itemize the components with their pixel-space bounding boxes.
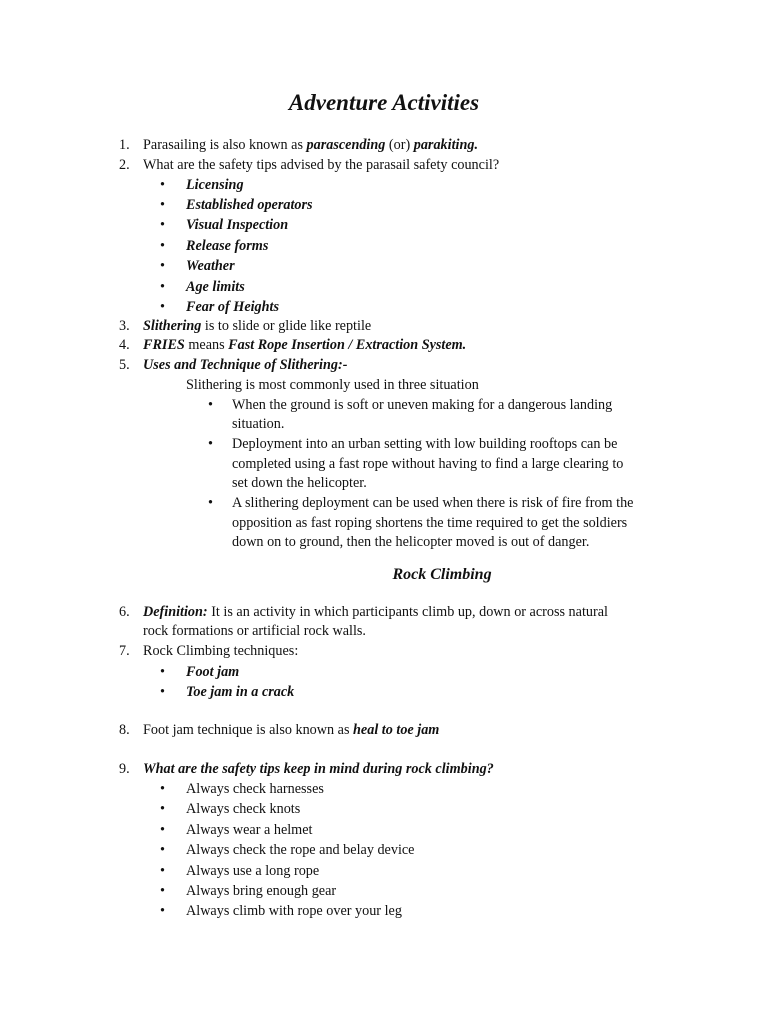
item-emphasis: heal to toe jam bbox=[353, 722, 440, 738]
item-number: 5. bbox=[119, 357, 130, 373]
bullet-icon: • bbox=[160, 258, 165, 274]
item-text: It is an activity in which participants climb up, down or across natural bbox=[207, 604, 608, 620]
item-emphasis: Slithering bbox=[143, 318, 202, 334]
item-text: Rock Climbing techniques: bbox=[143, 643, 299, 659]
bullet-icon: • bbox=[160, 883, 165, 899]
item-number: 4. bbox=[119, 337, 130, 353]
item-emphasis: Definition: bbox=[143, 604, 208, 620]
page-title: Adventure Activities bbox=[288, 90, 480, 115]
item-intro: Slithering is most commonly used in three situation bbox=[186, 377, 479, 393]
bullet-icon: • bbox=[160, 863, 165, 879]
item-number: 3. bbox=[119, 318, 130, 334]
bullet-icon: • bbox=[160, 279, 165, 295]
item-number: 2. bbox=[119, 157, 130, 173]
item-text: is to slide or glide like reptile bbox=[201, 318, 372, 334]
item-emphasis: Uses and Technique of Slithering:- bbox=[143, 357, 348, 373]
bullet-icon: • bbox=[160, 801, 165, 817]
item-text: (or) bbox=[385, 137, 414, 153]
bullet-icon: • bbox=[160, 822, 165, 838]
item-number: 9. bbox=[119, 761, 130, 777]
bullet-icon: • bbox=[160, 177, 165, 193]
bullet-icon: • bbox=[208, 436, 213, 452]
item-text: means bbox=[184, 337, 229, 353]
bullet-icon: • bbox=[160, 299, 165, 315]
bullet-icon: • bbox=[160, 842, 165, 858]
bullet-icon: • bbox=[208, 495, 213, 511]
bullet-icon: • bbox=[160, 217, 165, 233]
item-number: 8. bbox=[119, 722, 130, 738]
bullet-icon: • bbox=[208, 397, 213, 413]
item-number: 6. bbox=[119, 604, 130, 620]
bullet-icon: • bbox=[160, 197, 165, 213]
item-number: 1. bbox=[119, 137, 130, 153]
item-text: Foot jam technique is also known as bbox=[143, 722, 354, 738]
item-continuation: rock formations or artificial rock walls. bbox=[143, 623, 366, 639]
bullet-icon: • bbox=[160, 684, 165, 700]
bullet-icon: • bbox=[160, 664, 165, 680]
item-emphasis: parascending bbox=[306, 137, 386, 153]
section-heading: Rock Climbing bbox=[392, 566, 492, 583]
item-emphasis: Fast Rope Insertion / Extraction System. bbox=[228, 337, 467, 353]
bullet-icon: • bbox=[160, 238, 165, 254]
document-page: Adventure Activities 1. Parasailing is also known as parascending (or) parakiting. 2. What are the safety tips advised by the parasail safety council? • Licensing • Established operators • Visual Inspection • Release forms • Weather • Age limits • Fear of Heights 3. Slithering is to slide or glide like reptile 4. FRIES means Fast Rope Insertion / Extraction System. 5. Uses and Technique of Slithering:- Slithering is most commonly used in three situation • When the ground is soft or uneven making for a dangerous landing situation. • Deployment into an urban setting with low building rooftops can be completed using a fast rope without having to find a large clearing to set down the helicopter. • A slithering deployment can be used when there is risk of fire from the opposition as fast roping shortens the time required to get the soldiers down on to ground, then the helicopter moved is out of danger. Rock Climbing 6. Definition: It is an activity in which participants climb up, down or across natural rock formations or artificial rock walls. 7. Rock Climbing techniques: • Foot jam • Toe jam in a crack 8. Foot jam technique is also known as heal to toe jam 9. What are the safety tips keep in mind during rock climbing? • Always check harnesses • Always check knots • Always wear a helmet • Always check the rope and belay device • Always use a long rope • Always bring enough gear • Always climb with rope over your leg bbox=[0, 0, 768, 1024]
item-number: 7. bbox=[119, 643, 130, 659]
item-text: Parasailing is also known as bbox=[143, 137, 307, 153]
item-text: What are the safety tips advised by the parasail safety council? bbox=[143, 157, 500, 173]
bullet-icon: • bbox=[160, 781, 165, 797]
item-emphasis: What are the safety tips keep in mind during rock climbing? bbox=[143, 761, 494, 777]
item-emphasis: FRIES bbox=[143, 337, 185, 353]
bullet-icon: • bbox=[160, 903, 165, 919]
item-emphasis: parakiting. bbox=[413, 137, 478, 153]
